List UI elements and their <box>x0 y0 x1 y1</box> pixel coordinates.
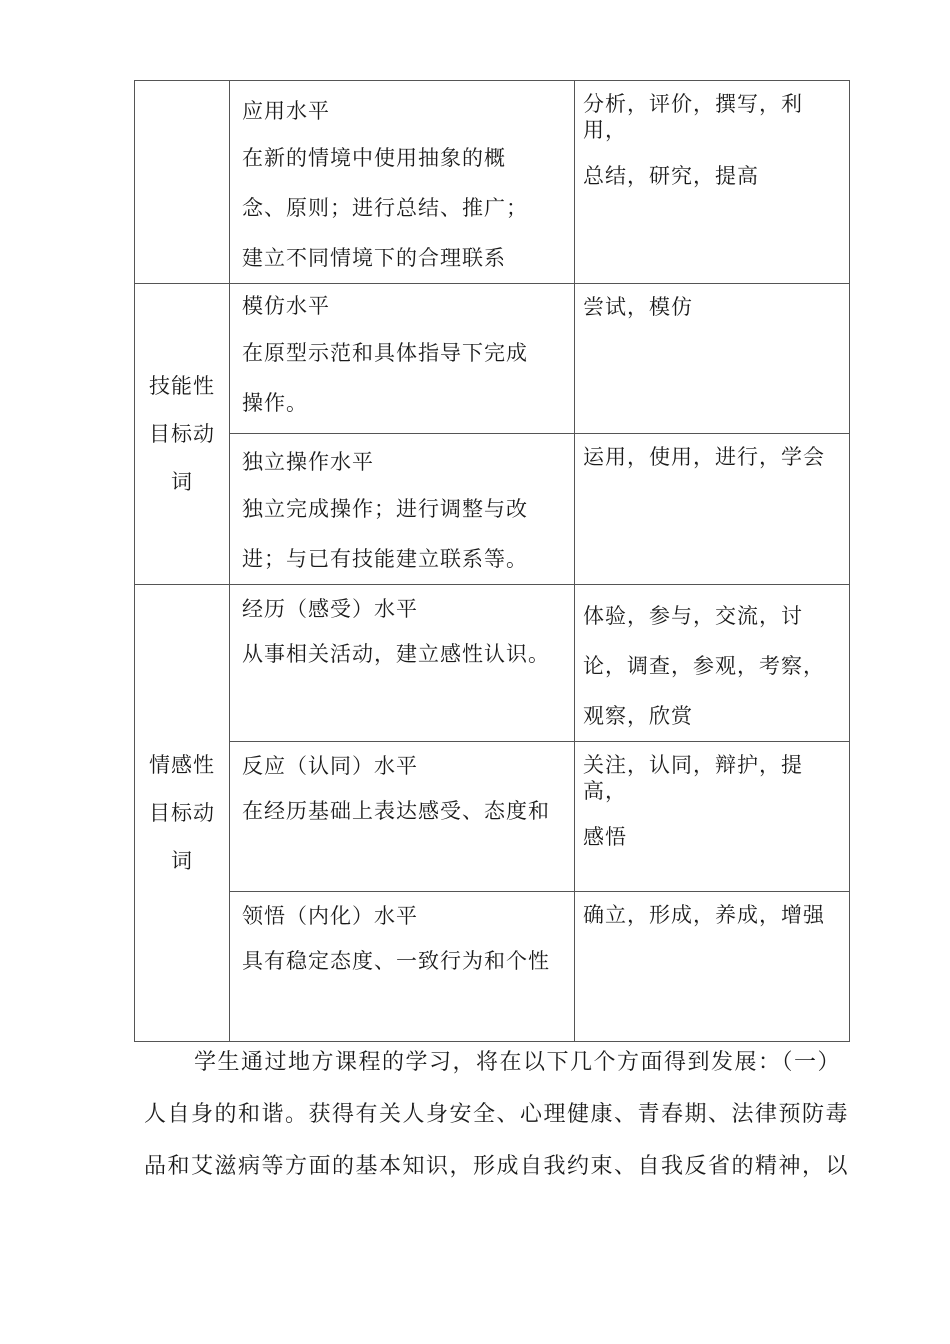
verbs-text: 分析，评价，撰写，利用， <box>583 92 803 142</box>
table-row-imitation <box>135 284 850 434</box>
table-row-reaction <box>135 742 850 892</box>
category-cell-empty <box>135 81 230 284</box>
verbs-cell <box>575 81 850 284</box>
category-label: 词 <box>171 849 193 873</box>
category-label: 词 <box>171 470 193 494</box>
body-paragraph-line: 品和艾滋病等方面的基本知识，形成自我约束、自我反省的精神，以 <box>144 1154 850 1179</box>
table-row-independent <box>135 434 850 585</box>
description-line: 建立不同情境下的合理联系 <box>242 246 506 270</box>
level-title: 领悟（内化）水平 <box>242 904 418 928</box>
level-description-cell <box>230 284 575 434</box>
level-title: 独立操作水平 <box>242 450 374 474</box>
level-description-cell <box>230 434 575 585</box>
description-text: 具有稳定态度、一致行为和个性 <box>242 949 550 973</box>
level-description-cell <box>230 585 575 742</box>
verbs-text: 总结，研究，提高 <box>583 164 759 188</box>
verbs-cell <box>575 892 850 1042</box>
level-description-cell <box>230 892 575 1042</box>
level-description-cell <box>230 81 575 284</box>
description-line: 进；与已有技能建立联系等。 <box>242 547 528 571</box>
level-title: 反应（认同）水平 <box>242 754 418 778</box>
category-cell-affective <box>135 585 230 1042</box>
level-title: 经历（感受）水平 <box>242 597 418 621</box>
description-line: 操作。 <box>242 391 308 415</box>
body-paragraph-line: 人自身的和谐。获得有关人身安全、心理健康、青春期、法律预防毒 <box>144 1102 850 1127</box>
level-title: 模仿水平 <box>242 294 330 318</box>
verbs-text: 体验，参与，交流，讨 <box>583 604 803 628</box>
verbs-text: 运用，使用，进行，学会 <box>583 445 825 469</box>
description-line: 在原型示范和具体指导下完成 <box>242 341 528 365</box>
level-description-cell <box>230 742 575 892</box>
table-row-application <box>135 81 850 284</box>
description-line: 独立完成操作；进行调整与改 <box>242 497 528 521</box>
description-text: 从事相关活动，建立感性认识。 <box>242 642 550 666</box>
description-line: 念、原则；进行总结、推广； <box>242 196 528 220</box>
verbs-cell <box>575 742 850 892</box>
category-cell-skill <box>135 284 230 585</box>
table-row-internalize <box>135 892 850 1042</box>
description-line: 在新的情境中使用抽象的概 <box>242 146 506 170</box>
category-label: 技能性 <box>149 374 215 398</box>
objective-verbs-table <box>134 80 850 1042</box>
verbs-text: 论，调查，参观，考察， <box>583 654 825 678</box>
verbs-cell <box>575 585 850 742</box>
category-label: 目标动 <box>149 422 215 446</box>
body-paragraph-line: 学生通过地方课程的学习，将在以下几个方面得到发展：（一） <box>194 1050 842 1075</box>
level-title: 应用水平 <box>242 99 330 123</box>
verbs-cell <box>575 434 850 585</box>
verbs-text: 尝试，模仿 <box>583 295 693 319</box>
description-text: 在经历基础上表达感受、态度和 <box>242 799 550 823</box>
verbs-text: 关注，认同，辩护，提高， <box>583 753 803 803</box>
table-row-experience <box>135 585 850 742</box>
verbs-text: 感悟 <box>583 825 627 849</box>
verbs-cell <box>575 284 850 434</box>
category-label: 情感性 <box>149 753 215 777</box>
verbs-text: 确立，形成，养成，增强 <box>583 903 825 927</box>
category-label: 目标动 <box>149 801 215 825</box>
verbs-text: 观察，欣赏 <box>583 704 693 728</box>
